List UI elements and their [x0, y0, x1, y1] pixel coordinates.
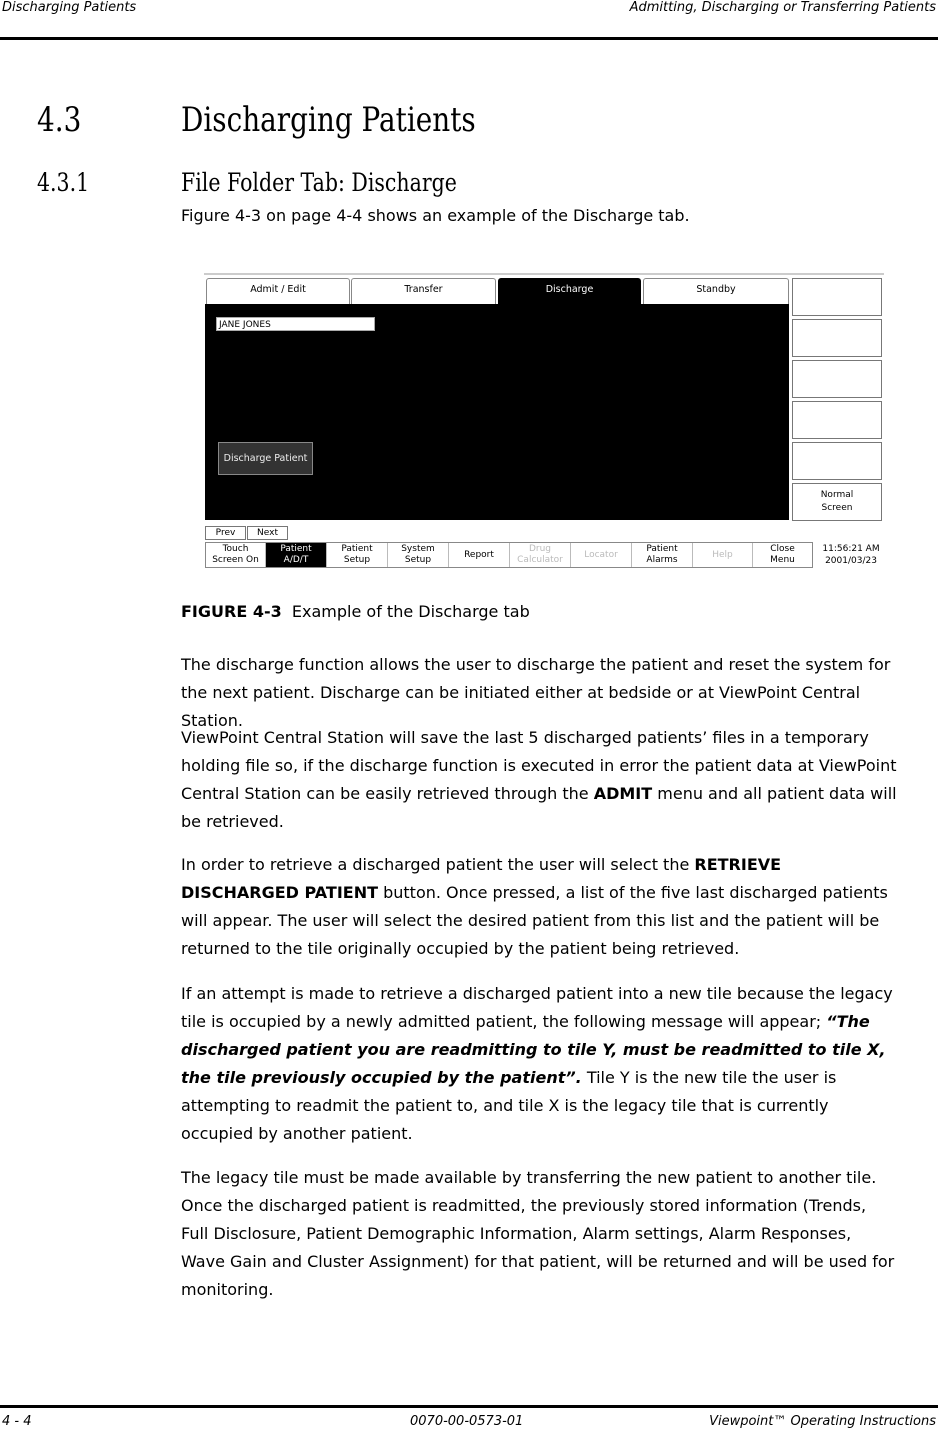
menu-label: Patient [646, 544, 678, 554]
running-header-right: Admitting, Discharging or Transferring Patients [629, 0, 936, 15]
readmit-message: “The discharged patient you are readmitting to tile Y, must be readmitted to tile X, the tile previously occupied by the patient”. [181, 1012, 886, 1087]
footer-page-number: 4 - 4 [2, 1414, 32, 1429]
patient-name-field[interactable]: JANE JONES [216, 317, 375, 331]
side-button-5[interactable] [792, 442, 882, 480]
paragraph-text: button. Once pressed, a list of the five last discharged patients will appear. The user will select the desired patient from this list and the patient will be returned to the tile originally occupied by the patient being retrieved. [181, 883, 888, 958]
menu-label: Patient [280, 544, 312, 554]
intro-text: Figure 4-3 on page 4-4 shows an example of the Discharge tab. [181, 206, 690, 225]
close-menu-button[interactable] [753, 543, 812, 567]
figure-caption-text: Example of the Discharge tab [291, 602, 530, 621]
menu-label: Close [770, 544, 795, 554]
tab-transfer[interactable]: Transfer [351, 278, 496, 304]
touch-screen-on-button[interactable] [206, 543, 266, 567]
side-button-3[interactable] [792, 360, 882, 398]
figure-label: FIGURE 4-3 [181, 602, 282, 621]
system-setup-button[interactable] [388, 543, 449, 567]
help-button[interactable]: Help [693, 543, 753, 567]
report-button[interactable]: Report [449, 543, 510, 567]
drug-calculator-button[interactable] [510, 543, 571, 567]
paragraph-text: Tile Y is the new tile the user is attempting to readmit the patient to, and tile X is the legacy tile that is currently occupied by another patient. [181, 1068, 837, 1143]
footer-title: Viewpoint™ Operating Instructions [709, 1414, 936, 1429]
locator-button[interactable]: Locator [571, 543, 632, 567]
next-button[interactable]: Next [247, 526, 288, 540]
paragraph-legacy-tile-message [181, 980, 897, 1148]
subsection-number: 4.3.1 [37, 168, 90, 197]
figure-caption [181, 602, 530, 621]
footer-doc-number: 0070-00-0573-01 [410, 1414, 524, 1429]
menu-label: System [401, 544, 435, 554]
section-number: 4.3 [37, 100, 82, 140]
tab-standby[interactable]: Standby [643, 278, 789, 304]
clock-time: 11:56:21 AM [822, 544, 880, 554]
section-title: Discharging Patients [181, 100, 476, 140]
patient-alarms-button[interactable] [632, 543, 693, 567]
menu-label: Setup [343, 555, 371, 565]
menu-label: Menu [770, 555, 795, 565]
menu-label: Patient [341, 544, 373, 554]
admit-menu-term: ADMIT [593, 784, 653, 803]
discharge-panel [205, 304, 789, 520]
figure-top-border [204, 273, 884, 275]
normal-screen-label-2: Screen [821, 503, 853, 513]
menu-label: Touch [222, 544, 249, 554]
footer-rule [0, 1405, 938, 1408]
clock-date: 2001/03/23 [825, 556, 877, 566]
tab-admit-edit[interactable]: Admit / Edit [206, 278, 350, 304]
prev-button[interactable]: Prev [205, 526, 246, 540]
side-button-4[interactable] [792, 401, 882, 439]
side-button-1[interactable] [792, 278, 882, 316]
running-header-left: Discharging Patients [2, 0, 137, 15]
discharge-patient-button[interactable]: Discharge Patient [218, 442, 313, 475]
patient-setup-button[interactable] [327, 543, 388, 567]
menu-label: Calculator [517, 555, 563, 565]
paragraph-retrieve-discharged [181, 851, 897, 963]
clock-display [818, 543, 884, 567]
menu-label: Alarms [646, 555, 678, 565]
normal-screen-button[interactable] [792, 483, 882, 521]
side-button-2[interactable] [792, 319, 882, 357]
menu-label: A/D/T [283, 555, 309, 565]
header-rule [0, 37, 938, 40]
normal-screen-label-1: Normal [820, 490, 854, 500]
menu-label: Setup [404, 555, 432, 565]
paragraph-discharge-function: The discharge function allows the user to discharge the patient and reset the system for the next patient. Discharge can be initiated either at bedside or at ViewPoint Central Station. [181, 655, 891, 730]
menu-label: Screen On [212, 555, 259, 565]
paragraph-legacy-tile-available: The legacy tile must be made available by transferring the new patient to another tile. Once the discharged patient is readmitted, the previously stored information (Trends, Full Disclosure, Patient Demographic Information, Alarm settings, Alarm Responses, Wave Gain and Cluster Assignment) for that patient, will be returned and will be used for monitoring. [181, 1168, 895, 1299]
paragraph-text: ViewPoint Central Station will save the last 5 discharged patients’ files in a temporary holding file so, if the discharge function is executed in error the patient data at ViewPoint Central Station can be easily retrieved through the [181, 728, 897, 803]
tab-discharge[interactable]: Discharge [498, 278, 641, 304]
menu-label: Drug [528, 544, 552, 554]
paragraph-temporary-holding [181, 724, 897, 836]
subsection-title: File Folder Tab: Discharge [181, 168, 457, 197]
paragraph-text: In order to retrieve a discharged patient the user will select the [181, 855, 695, 874]
paragraph-text: menu and all patient data will be retrieved. [181, 784, 897, 831]
patient-adt-button[interactable] [266, 543, 327, 567]
discharge-tab-figure [204, 273, 884, 569]
retrieve-discharged-term: RETRIEVE DISCHARGED PATIENT [181, 855, 782, 902]
paragraph-text: If an attempt is made to retrieve a discharged patient into a new tile because the legacy tile is occupied by a newly admitted patient, the following message will appear; [181, 984, 893, 1031]
